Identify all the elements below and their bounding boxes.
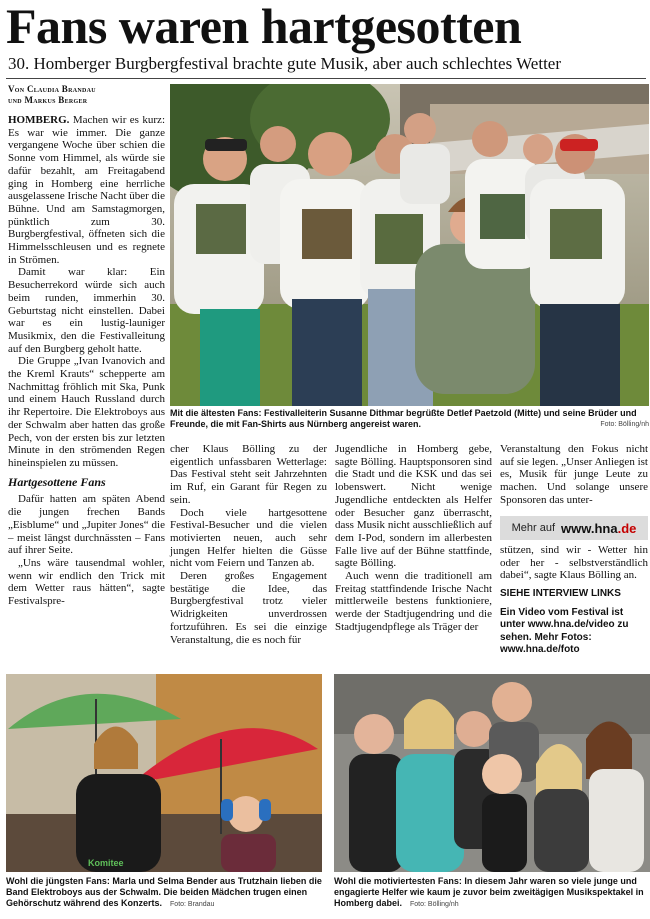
paragraph <box>8 114 165 266</box>
article-column-1 <box>8 114 165 608</box>
subheading: Hartgesottene Fans <box>8 474 106 489</box>
paragraph: Jugendliche in Homberg gebe, sagte Bölling. Hauptsponsoren sind die Stadt und die KSK und das sei lobenswert. Nicht wenige Jugendliche entdeckten als Helfer oder Besucher ganz überrascht, dass Musik nicht ausschließlich auf dem I-Pod, sondern im allerbesten Falle live auf der Bühne stattfinde, sagte Bölling. <box>335 443 492 570</box>
article-column-2 <box>170 443 327 646</box>
hna-link-url[interactable] <box>561 521 636 536</box>
article-column-4-cont <box>500 544 648 657</box>
dateline: HOMBERG. <box>8 114 70 126</box>
main-photo-caption <box>170 408 649 430</box>
main-photo-caption-text: Mit die ältesten Fans: Festivalleiterin Susanne Dithmar begrüßte Detlef Paetzold (Mitte) und seine Brüder und Freunde, die mit Fan-Shirts aus Nürnberg angereist waren. <box>170 408 637 429</box>
paragraph: „Uns wäre tausendmal wohler, wenn wir endlich den Trick mit dem Wetter raus hätten“, sagte Festivalspre- <box>8 556 165 608</box>
paragraph: Doch viele hartgesottene Festival-Besucher und die vielen motivierten neuen, auch sehr jungen Helfer hielten die Güsse nicht vom Feiern und Tanzen ab. <box>170 506 327 570</box>
right-photo-caption <box>334 876 650 910</box>
paragraph: Die Gruppe „Ivan Ivanovich and the Kreml Krauts“ schepperte am Nachmittag fröhlich mit Ska, Punk und einem Hauch Russland durch ihr Repertoire. Die Elektroboys aus der Schwalm aber hatten das große Pech, von der ersten bis zur letzten Minute in den strömenden Regen hineinspielen zu müssen. <box>8 355 165 469</box>
hna-url-tld: .de <box>617 520 637 536</box>
left-photo-caption <box>6 876 324 910</box>
paragraph: Auch wenn die traditionell am Freitag stattfindende Irische Nacht mittlerweile bestens funktioniere, werde der Stadtjugendring und die Stadtjugendpflege als Träger der <box>335 570 492 633</box>
byline-line-2: und Markus Berger <box>8 95 88 105</box>
shirt-text: Komitee <box>88 858 124 868</box>
hna-link-label: Mehr auf <box>511 522 556 534</box>
main-photo-credit: Foto: Bölling/nh <box>600 421 649 428</box>
subheadline: 30. Homberger Burgbergfestival brachte gute Musik, aber auch schlechtes Wetter <box>8 54 562 73</box>
right-photo-caption-text: Wohl die motiviertesten Fans: In diesem Jahr waren so viele junge und engagierte Helfer wie kaum je zuvor beim zweitägigen Musikspektakel in Homberg dabei. <box>334 876 644 908</box>
paragraph: Veranstaltung den Fokus nicht auf sie legen. „Unser Anliegen ist es, Musik für junge Leute zu machen. Und solange unsere Sponsoren das unter- <box>500 443 648 506</box>
left-photo <box>6 674 322 872</box>
right-photo <box>334 674 650 872</box>
left-photo-caption-text: Wohl die jüngsten Fans: Marla und Selma Bender aus Trutzhain lieben die Band Elektroboys aus der Schwalm. Die beiden Mädchen trugen einen Gehörschutz während des Konzerts. <box>6 876 322 908</box>
right-photo-image <box>334 674 650 872</box>
see-interview-link[interactable]: SIEHE INTERVIEW LINKS <box>500 588 621 600</box>
paragraph-text: Machen wir es kurz: Es war wie immer. Die ganze vergangene Woche über schien die Sonne vom Himmel, als würde sie dafür bezahlt, am Freitagabend ging in Homberg eine herrliche ausgelassene Irische Nacht über die Bühne. Und am Samstagmorgen, pünktlich zum 30. Burgbergfestival, öffneten sich die Himmelsschleusen und es regnete in Strömen. <box>8 114 165 266</box>
main-photo-image <box>170 84 649 406</box>
byline-line-1: Von Claudia Brandau <box>8 84 96 94</box>
main-photo <box>170 84 649 406</box>
paragraph: Dafür hatten am späten Abend die jungen frechen Bands „Eisblume“ und „Jupiter Jones“ die – meist längst durchnässten – Fans auf ihrer Seite. <box>8 493 165 557</box>
paragraph: cher Klaus Bölling zu der eigentlich unfassbaren Wetterlage: Das Festival steht seit Jahrzehnten im Ruf, ein Garant für Regen zu sein. <box>170 443 327 506</box>
article-column-4 <box>500 443 648 507</box>
left-photo-credit: Foto: Brandau <box>170 901 215 908</box>
paragraph: Deren großes Engagement bestätige die Idee, das Burgbergfestival trotz vieler Widrigkeiten unverdrossen fortzuführen. Es sei die einzige Veranstaltung, die es noch für <box>170 570 327 646</box>
byline <box>8 84 166 106</box>
header-rule <box>6 78 646 79</box>
left-photo-image <box>6 674 322 872</box>
right-photo-credit: Foto: Bölling/nh <box>410 901 459 908</box>
paragraph: stützen, sind wir - Wetter hin oder her - selbstverständlich dabei“, sagte Klaus Bölling an. <box>500 544 648 582</box>
video-info: Ein Video vom Festival ist unter www.hna.de/video zu sehen. Mehr Fotos: www.hna.de/foto <box>500 606 629 656</box>
people-group <box>174 113 625 406</box>
hna-link-box[interactable] <box>500 516 648 540</box>
paragraph: Damit war klar: Ein Besucherrekord würde sich auch beim runden, immerhin 30. Geburtstag nicht einstellen. Dabei war es ein lustig-launiger Musikmix, den die Festivalleitung auf den Burgberg geholt hatte. <box>8 266 165 355</box>
article-column-3 <box>335 443 492 634</box>
hna-url-main: www.hna <box>561 520 618 536</box>
headline: Fans waren hartgesotten <box>6 0 522 54</box>
